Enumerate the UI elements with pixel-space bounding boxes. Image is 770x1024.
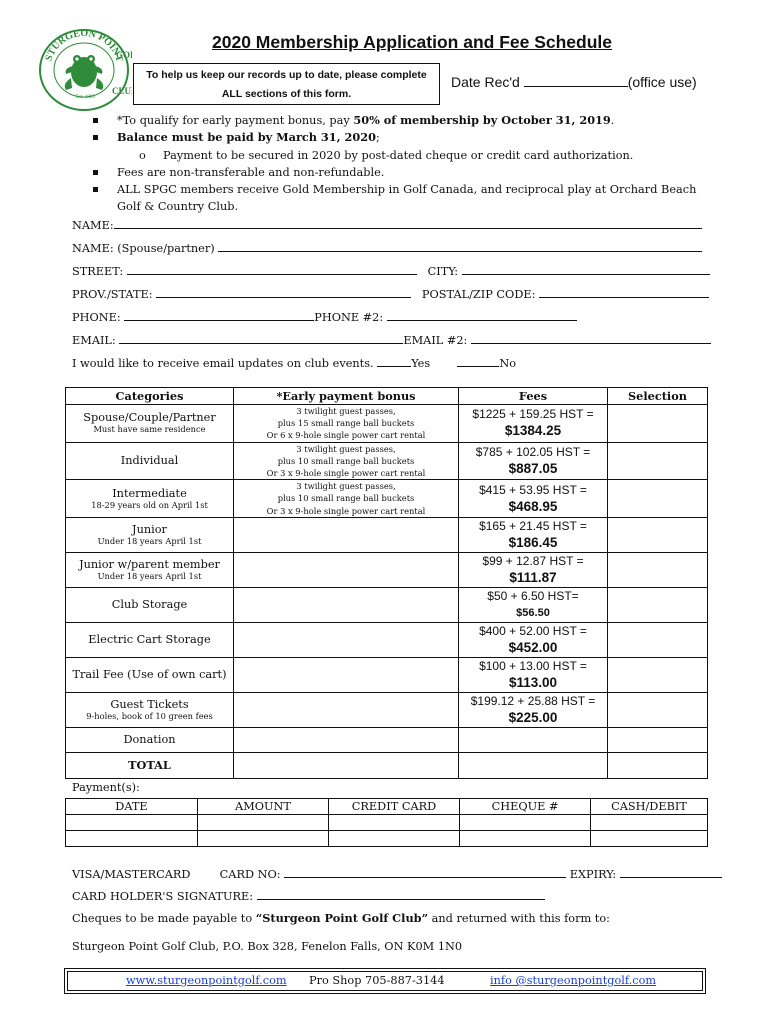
expiry-input[interactable] (620, 866, 722, 878)
payment-row (66, 831, 708, 847)
street-input[interactable] (127, 263, 417, 275)
bonus-cell (234, 517, 459, 552)
email-link[interactable]: info @sturgeonpointgolf.com (490, 974, 657, 987)
selection-cell[interactable] (608, 405, 708, 443)
table-row (66, 480, 708, 518)
frog-icon (65, 55, 103, 90)
donation-row (66, 727, 708, 752)
spouse-name-label: NAME: (Spouse/partner) (72, 242, 215, 255)
payment-credit-cell[interactable] (329, 831, 460, 847)
postal-label: POSTAL/ZIP CODE: (421, 288, 536, 301)
payment-cash-cell[interactable] (591, 815, 708, 831)
selection-cell[interactable] (608, 480, 708, 518)
pro-shop-phone: Pro Shop 705-887-3144 (309, 974, 445, 987)
fee-cell: $1225 + 159.25 HST = $1384.25 (459, 405, 608, 443)
card-row (72, 866, 722, 881)
card-number-input[interactable] (284, 866, 566, 878)
bonus-cell (234, 622, 459, 657)
prov-row (72, 286, 709, 301)
bullet-gold-membership: ALL SPGC members receive Gold Membership in Golf Canada, and reciprocal play at Orchard Beach Golf & Country Club. (92, 181, 712, 216)
logo-bottom-text: CLU (112, 86, 132, 96)
payments-header-cash-debit: CASH/DEBIT (591, 799, 708, 815)
table-row (66, 692, 708, 727)
visa-mastercard-label: VISA/MASTERCARD (72, 868, 191, 881)
donation-selection-cell[interactable] (608, 727, 708, 752)
cheques-note: Cheques to be made payable to “Sturgeon Point Golf Club” and returned with this form to: (72, 911, 610, 925)
payment-amount-cell[interactable] (198, 831, 329, 847)
fee-cell: $165 + 21.45 HST = $186.45 (459, 517, 608, 552)
email-updates-no-input[interactable] (457, 355, 499, 367)
bonus-cell (234, 657, 459, 692)
date-received-label: Date Rec'd (451, 74, 520, 90)
bonus-cell: 3 twilight guest passes, plus 10 small range ball buckets Or 3 x 9-hole single power cart rental (234, 442, 459, 480)
phone2-label: PHONE #2: (314, 311, 384, 324)
prov-label: PROV./STATE: (72, 288, 153, 301)
total-selection-cell[interactable] (608, 752, 708, 778)
category-cell: Club Storage (66, 587, 234, 622)
selection-cell[interactable] (608, 587, 708, 622)
email2-input[interactable] (471, 332, 711, 344)
phone-row (72, 309, 577, 324)
phone-input[interactable] (124, 309, 314, 321)
payment-date-cell[interactable] (66, 815, 198, 831)
records-note-box (133, 63, 440, 105)
selection-cell[interactable] (608, 552, 708, 587)
fee-schedule-table (65, 387, 708, 779)
bonus-cell: 3 twilight guest passes, plus 15 small range ball buckets Or 6 x 9-hole single power cart rental (234, 405, 459, 443)
street-row (72, 263, 710, 278)
email-updates-no-label: No (499, 357, 517, 370)
selection-cell[interactable] (608, 517, 708, 552)
city-label: CITY: (427, 265, 459, 278)
date-received-input[interactable] (524, 73, 628, 87)
page-title: 2020 Membership Application and Fee Schedule (212, 32, 613, 52)
spouse-name-input[interactable] (218, 240, 702, 252)
payment-row (66, 815, 708, 831)
date-received-field (451, 73, 697, 90)
total-row (66, 752, 708, 778)
name-input[interactable] (114, 217, 702, 229)
fee-cell: $99 + 12.87 HST = $111.87 (459, 552, 608, 587)
bonus-cell: 3 twilight guest passes, plus 10 small range ball buckets Or 3 x 9-hole single power cart rental (234, 480, 459, 518)
bullet-non-refundable: Fees are non-transferable and non-refundable. (92, 164, 712, 181)
spouse-name-row (72, 240, 702, 255)
payments-header-amount: AMOUNT (198, 799, 329, 815)
payment-date-cell[interactable] (66, 831, 198, 847)
records-note-line2: ALL sections of this form. (221, 88, 352, 100)
table-row (66, 405, 708, 443)
bullet-early-payment: *To qualify for early payment bonus, pay 50% of membership by October 31, 2019. (92, 112, 712, 129)
table-row (66, 552, 708, 587)
conditions-list (92, 112, 712, 216)
postal-input[interactable] (539, 286, 709, 298)
logo-side-text: GO (116, 50, 131, 60)
header-categories: Categories (66, 388, 234, 405)
selection-cell[interactable] (608, 622, 708, 657)
prov-input[interactable] (156, 286, 411, 298)
table-row (66, 622, 708, 657)
footer-contact-box (64, 968, 706, 994)
bonus-cell (234, 692, 459, 727)
table-row (66, 657, 708, 692)
email-input[interactable] (119, 332, 403, 344)
donation-label: Donation (66, 727, 234, 752)
fee-cell: $199.12 + 25.88 HST = $225.00 (459, 692, 608, 727)
total-amount-cell[interactable] (459, 752, 608, 778)
table-row (66, 442, 708, 480)
payments-label: Payment(s): (72, 781, 140, 794)
header-early-bonus: *Early payment bonus (234, 388, 459, 405)
table-row (66, 587, 708, 622)
payments-header-cheque: CHEQUE # (460, 799, 591, 815)
email-updates-yes-input[interactable] (377, 355, 411, 367)
sub-bullet-payment-secured: o Payment to be secured in 2020 by post-dated cheque or credit card authorization. (139, 148, 634, 162)
club-address: Sturgeon Point Golf Club, P.O. Box 328, Fenelon Falls, ON K0M 1N0 (72, 940, 463, 953)
category-cell: Spouse/Couple/Partner Must have same residence (66, 405, 234, 443)
header-fees: Fees (459, 388, 608, 405)
payment-cash-cell[interactable] (591, 831, 708, 847)
fee-cell: $785 + 102.05 HST = $887.05 (459, 442, 608, 480)
payments-header-credit-card: CREDIT CARD (329, 799, 460, 815)
selection-cell[interactable] (608, 442, 708, 480)
records-note-line1: To help us keep our records up to date, please complete (146, 69, 427, 81)
selection-cell[interactable] (608, 692, 708, 727)
payments-table (65, 798, 708, 847)
payment-amount-cell[interactable] (198, 815, 329, 831)
category-cell: Junior w/parent member Under 18 years April 1st (66, 552, 234, 587)
expiry-label: EXPIRY: (569, 868, 617, 881)
category-cell: Electric Cart Storage (66, 622, 234, 657)
header-selection: Selection (608, 388, 708, 405)
bonus-cell (234, 552, 459, 587)
phone2-input[interactable] (387, 309, 577, 321)
card-number-label: CARD NO: (219, 868, 281, 881)
signature-label: CARD HOLDER'S SIGNATURE: (72, 890, 254, 903)
payment-cheque-cell[interactable] (460, 815, 591, 831)
city-input[interactable] (462, 263, 710, 275)
signature-row (72, 888, 545, 903)
street-label: STREET: (72, 265, 124, 278)
email-updates-row (72, 355, 516, 370)
category-cell: Guest Tickets 9-holes, book of 10 green fees (66, 692, 234, 727)
table-row (66, 517, 708, 552)
fee-cell: $100 + 13.00 HST = $113.00 (459, 657, 608, 692)
website-link[interactable]: www.sturgeonpointgolf.com (126, 974, 287, 987)
email-updates-question: I would like to receive email updates on club events. (72, 357, 374, 370)
logo-est-text: Est. 1899 (76, 95, 95, 100)
date-received-suffix: (office use) (627, 74, 697, 90)
name-label: NAME: (72, 219, 114, 232)
phone-label: PHONE: (72, 311, 121, 324)
email-updates-yes-label: Yes (411, 357, 431, 370)
email2-label: EMAIL #2: (403, 334, 468, 347)
email-row (72, 332, 711, 347)
category-cell: Individual (66, 442, 234, 480)
category-cell: Junior Under 18 years April 1st (66, 517, 234, 552)
payment-cheque-cell[interactable] (460, 831, 591, 847)
payments-header-date: DATE (66, 799, 198, 815)
signature-input[interactable] (257, 888, 545, 900)
total-label: TOTAL (66, 752, 234, 778)
donation-amount-cell[interactable] (459, 727, 608, 752)
fee-cell: $400 + 52.00 HST = $452.00 (459, 622, 608, 657)
email-label: EMAIL: (72, 334, 116, 347)
name-row (72, 217, 702, 232)
category-cell: Intermediate 18-29 years old on April 1st (66, 480, 234, 518)
bonus-cell (234, 587, 459, 622)
fee-cell: $50 + 6.50 HST= $56.50 (459, 587, 608, 622)
category-cell: Trail Fee (Use of own cart) (66, 657, 234, 692)
club-logo (36, 28, 132, 112)
payment-credit-cell[interactable] (329, 815, 460, 831)
fee-cell: $415 + 53.95 HST = $468.95 (459, 480, 608, 518)
selection-cell[interactable] (608, 657, 708, 692)
bullet-balance-due: Balance must be paid by March 31, 2020; (92, 129, 712, 146)
logo-top-text: STURGEON POINT (43, 28, 125, 64)
